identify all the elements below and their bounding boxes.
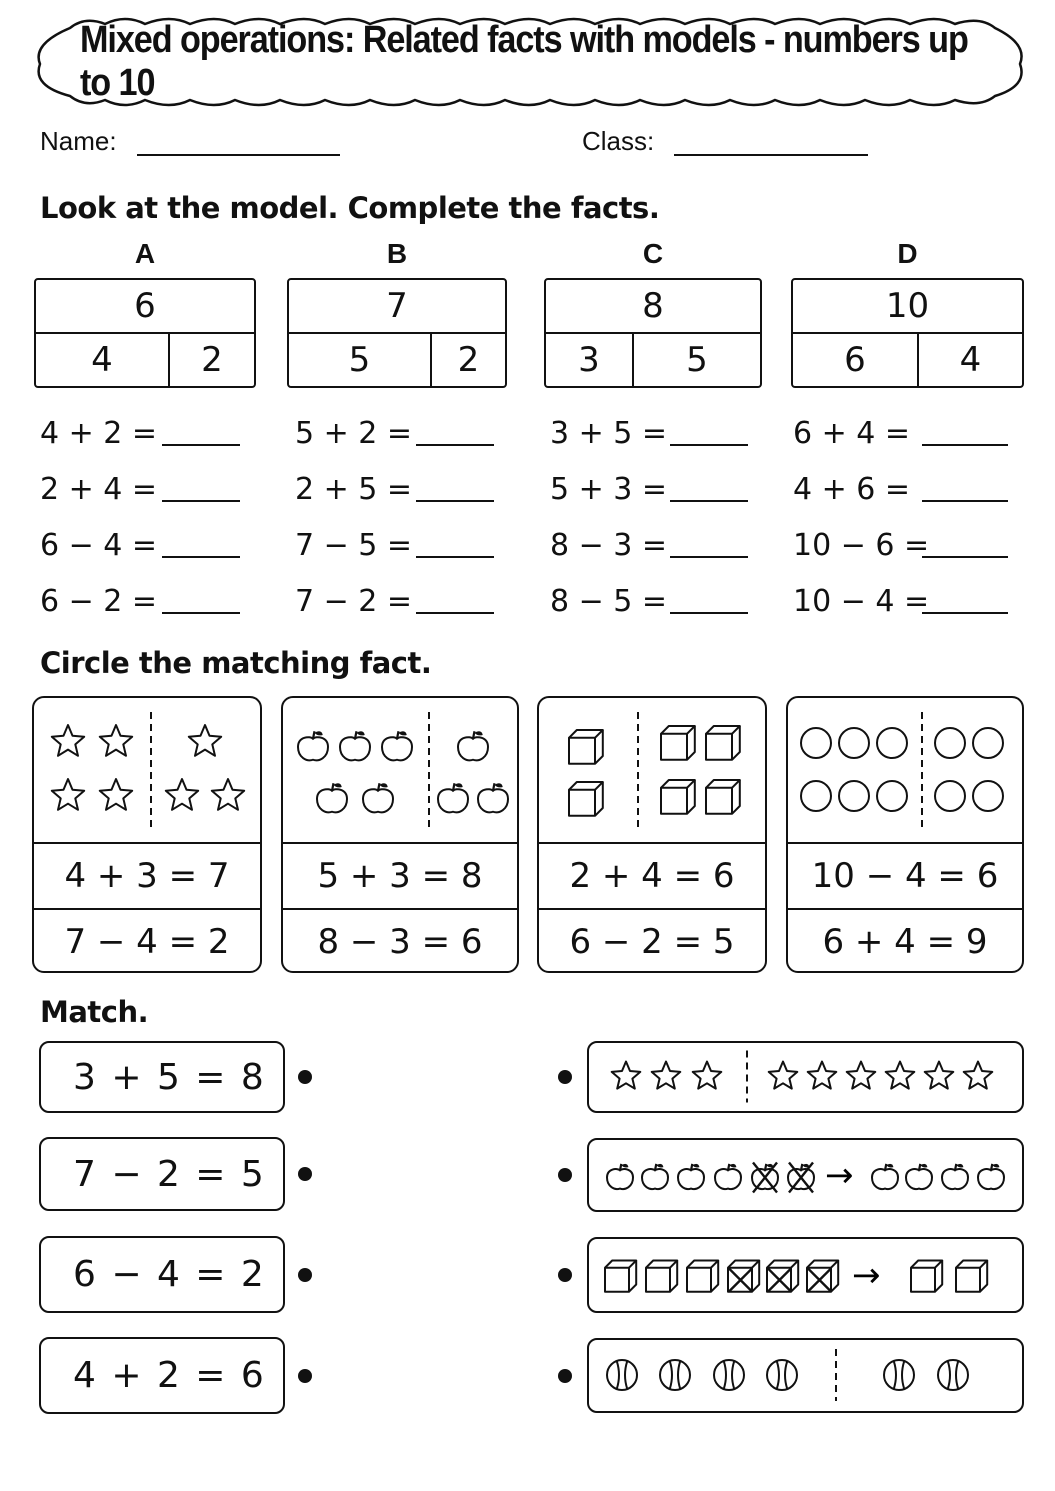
class-line[interactable]	[674, 154, 868, 156]
fact-equation: 8 − 5 =	[550, 583, 668, 619]
ball-icon	[607, 1360, 637, 1390]
answer-blank[interactable]	[670, 556, 748, 558]
match-picture[interactable]	[587, 1138, 1024, 1212]
fact-equation: 6 − 4 =	[40, 527, 158, 563]
fact-card	[32, 696, 262, 973]
star-icon	[652, 1062, 681, 1089]
circle-icon	[839, 728, 869, 758]
star-icon	[693, 1062, 722, 1089]
star-icon	[964, 1062, 993, 1089]
circle-icon	[935, 781, 965, 811]
star-icon	[847, 1062, 876, 1089]
apple-icon	[363, 783, 393, 812]
fact-equation: 7 − 2 =	[295, 583, 413, 619]
cube-icon	[605, 1261, 636, 1292]
answer-blank[interactable]	[162, 556, 240, 558]
fact-equation: 7 − 5 =	[295, 527, 413, 563]
match-dot[interactable]	[558, 1168, 572, 1182]
fact-equation: 5 + 2 =	[295, 415, 413, 451]
fact-option[interactable]: 4 + 3 = 7	[34, 844, 260, 910]
worksheet-title: Mixed operations: Related facts with models - numbers up to 10	[80, 19, 968, 104]
apple-icon	[642, 1164, 668, 1189]
fact-equation: 6 + 4 =	[793, 415, 911, 451]
part-whole-model	[544, 278, 762, 388]
fact-equation: 2 + 5 =	[295, 471, 413, 507]
model-part: 2	[457, 340, 480, 380]
apple-icon	[458, 731, 488, 760]
section2-heading: Circle the matching fact.	[40, 646, 432, 680]
answer-blank[interactable]	[922, 500, 1008, 502]
match-dot[interactable]	[298, 1369, 312, 1383]
star-icon	[925, 1062, 954, 1089]
star-icon	[100, 779, 132, 810]
star-icon	[886, 1062, 915, 1089]
star-icon	[212, 779, 244, 810]
model-part: 5	[289, 334, 432, 386]
model-whole: 7	[289, 280, 505, 334]
ball-icon	[938, 1360, 968, 1390]
answer-blank[interactable]	[922, 556, 1008, 558]
answer-blank[interactable]	[670, 444, 748, 446]
part-whole-model	[287, 278, 507, 388]
model-part: 5	[686, 340, 708, 380]
fact-option[interactable]: 2 + 4 = 6	[539, 844, 765, 910]
fact-option[interactable]: 6 − 2 = 5	[569, 922, 735, 962]
cube-icon	[569, 782, 603, 816]
answer-blank[interactable]	[670, 500, 748, 502]
match-equation[interactable]: 3 + 5 = 8	[39, 1041, 285, 1113]
section1-heading: Look at the model. Complete the facts.	[40, 191, 660, 225]
answer-blank[interactable]	[416, 500, 494, 502]
apple-icon	[678, 1164, 704, 1189]
part-whole-model	[34, 278, 256, 388]
fact-equation: 6 − 2 =	[40, 583, 158, 619]
answer-blank[interactable]	[162, 444, 240, 446]
cube-icon	[728, 1261, 759, 1292]
apple-icon	[298, 731, 328, 760]
apple-icon	[382, 731, 412, 760]
fact-equation: 4 + 2 =	[40, 415, 158, 451]
card-picture	[788, 698, 1022, 844]
answer-blank[interactable]	[922, 612, 1008, 614]
fact-card	[786, 696, 1024, 973]
apple-icon	[340, 731, 370, 760]
fact-card	[537, 696, 767, 973]
answer-blank[interactable]	[416, 612, 494, 614]
apple-icon	[752, 1163, 778, 1193]
match-picture[interactable]	[587, 1041, 1024, 1113]
match-equation[interactable]: 6 − 4 = 2	[39, 1236, 285, 1313]
star-icon	[100, 725, 132, 756]
apple-icon	[438, 783, 468, 812]
fact-option[interactable]: 10 − 4 = 6	[788, 844, 1022, 910]
match-dot[interactable]	[298, 1070, 312, 1084]
match-dot[interactable]	[558, 1369, 572, 1383]
cube-icon	[807, 1261, 838, 1292]
apple-icon	[478, 783, 508, 812]
ball-icon	[884, 1360, 914, 1390]
apple-icon	[906, 1164, 932, 1189]
model-part: 2	[201, 340, 223, 380]
fact-equation: 10 − 4 =	[793, 583, 930, 619]
ball-icon	[660, 1360, 690, 1390]
apple-icon	[872, 1164, 898, 1189]
class-label: Class:	[582, 126, 655, 156]
apple-icon	[715, 1164, 741, 1189]
circle-icon	[839, 781, 869, 811]
answer-blank[interactable]	[670, 612, 748, 614]
cube-icon	[956, 1261, 987, 1292]
column-letter: A	[134, 238, 156, 269]
cube-icon	[706, 780, 740, 814]
fact-option[interactable]: 7 − 4 = 2	[64, 922, 230, 962]
model-whole: 10	[793, 280, 1022, 334]
circle-icon	[973, 728, 1003, 758]
fact-equation: 4 + 6 =	[793, 471, 911, 507]
cube-icon	[911, 1261, 942, 1292]
cube-icon	[706, 726, 740, 760]
cube-icon	[646, 1261, 677, 1292]
column-letter: D	[897, 238, 918, 269]
apple-icon	[942, 1164, 968, 1189]
card-picture	[539, 698, 765, 844]
star-icon	[189, 725, 221, 756]
apple-icon	[788, 1163, 814, 1193]
fact-option[interactable]: 6 + 4 = 9	[822, 922, 988, 962]
model-part: 6	[793, 334, 919, 386]
fact-option[interactable]: 8 − 3 = 6	[317, 922, 483, 962]
fact-equation: 3 + 5 =	[550, 415, 668, 451]
cube-icon	[767, 1261, 798, 1292]
model-whole: 6	[36, 280, 254, 334]
star-icon	[52, 725, 84, 756]
title-banner	[30, 14, 1030, 110]
model-part: 3	[546, 334, 634, 386]
ball-icon	[714, 1360, 744, 1390]
apple-icon	[317, 783, 347, 812]
match-equation[interactable]: 7 − 2 = 5	[39, 1137, 285, 1211]
name-label: Name:	[40, 126, 117, 156]
apple-icon	[607, 1164, 633, 1189]
star-icon	[166, 779, 198, 810]
fact-equation: 10 − 6 =	[793, 527, 930, 563]
match-picture[interactable]	[587, 1237, 1024, 1313]
ball-icon	[767, 1360, 797, 1390]
cube-icon	[569, 730, 603, 764]
card-picture	[283, 698, 517, 844]
fact-option[interactable]: 5 + 3 = 8	[283, 844, 517, 910]
star-icon	[52, 779, 84, 810]
answer-blank[interactable]	[416, 444, 494, 446]
model-whole: 8	[546, 280, 760, 334]
answer-blank[interactable]	[162, 500, 240, 502]
answer-blank[interactable]	[416, 556, 494, 558]
column-letter: C	[642, 238, 664, 269]
star-icon	[612, 1062, 641, 1089]
arrow-icon: →	[825, 1155, 854, 1196]
name-line[interactable]	[137, 154, 340, 156]
match-dot[interactable]	[298, 1167, 312, 1181]
card-picture	[34, 698, 260, 844]
match-equation[interactable]: 4 + 2 = 6	[39, 1337, 285, 1414]
arrow-icon: →	[852, 1255, 881, 1296]
cube-icon	[661, 726, 695, 760]
match-dot[interactable]	[558, 1268, 572, 1282]
circle-icon	[877, 728, 907, 758]
model-part: 4	[959, 340, 982, 380]
apple-icon	[978, 1164, 1004, 1189]
fact-card	[281, 696, 519, 973]
fact-equation: 5 + 3 =	[550, 471, 668, 507]
circle-icon	[801, 728, 831, 758]
section3-heading: Match.	[40, 995, 149, 1029]
match-picture[interactable]	[587, 1338, 1024, 1413]
circle-icon	[935, 728, 965, 758]
cube-icon	[661, 780, 695, 814]
part-whole-model	[791, 278, 1024, 388]
star-icon	[769, 1062, 798, 1089]
circle-icon	[801, 781, 831, 811]
match-dot[interactable]	[298, 1268, 312, 1282]
answer-blank[interactable]	[922, 444, 1008, 446]
match-dot[interactable]	[558, 1070, 572, 1084]
circle-icon	[877, 781, 907, 811]
cube-icon	[687, 1261, 718, 1292]
column-letter: B	[386, 238, 408, 269]
fact-equation: 2 + 4 =	[40, 471, 158, 507]
circle-icon	[973, 781, 1003, 811]
model-part: 4	[36, 334, 170, 386]
star-icon	[808, 1062, 837, 1089]
answer-blank[interactable]	[162, 612, 240, 614]
fact-equation: 8 − 3 =	[550, 527, 668, 563]
